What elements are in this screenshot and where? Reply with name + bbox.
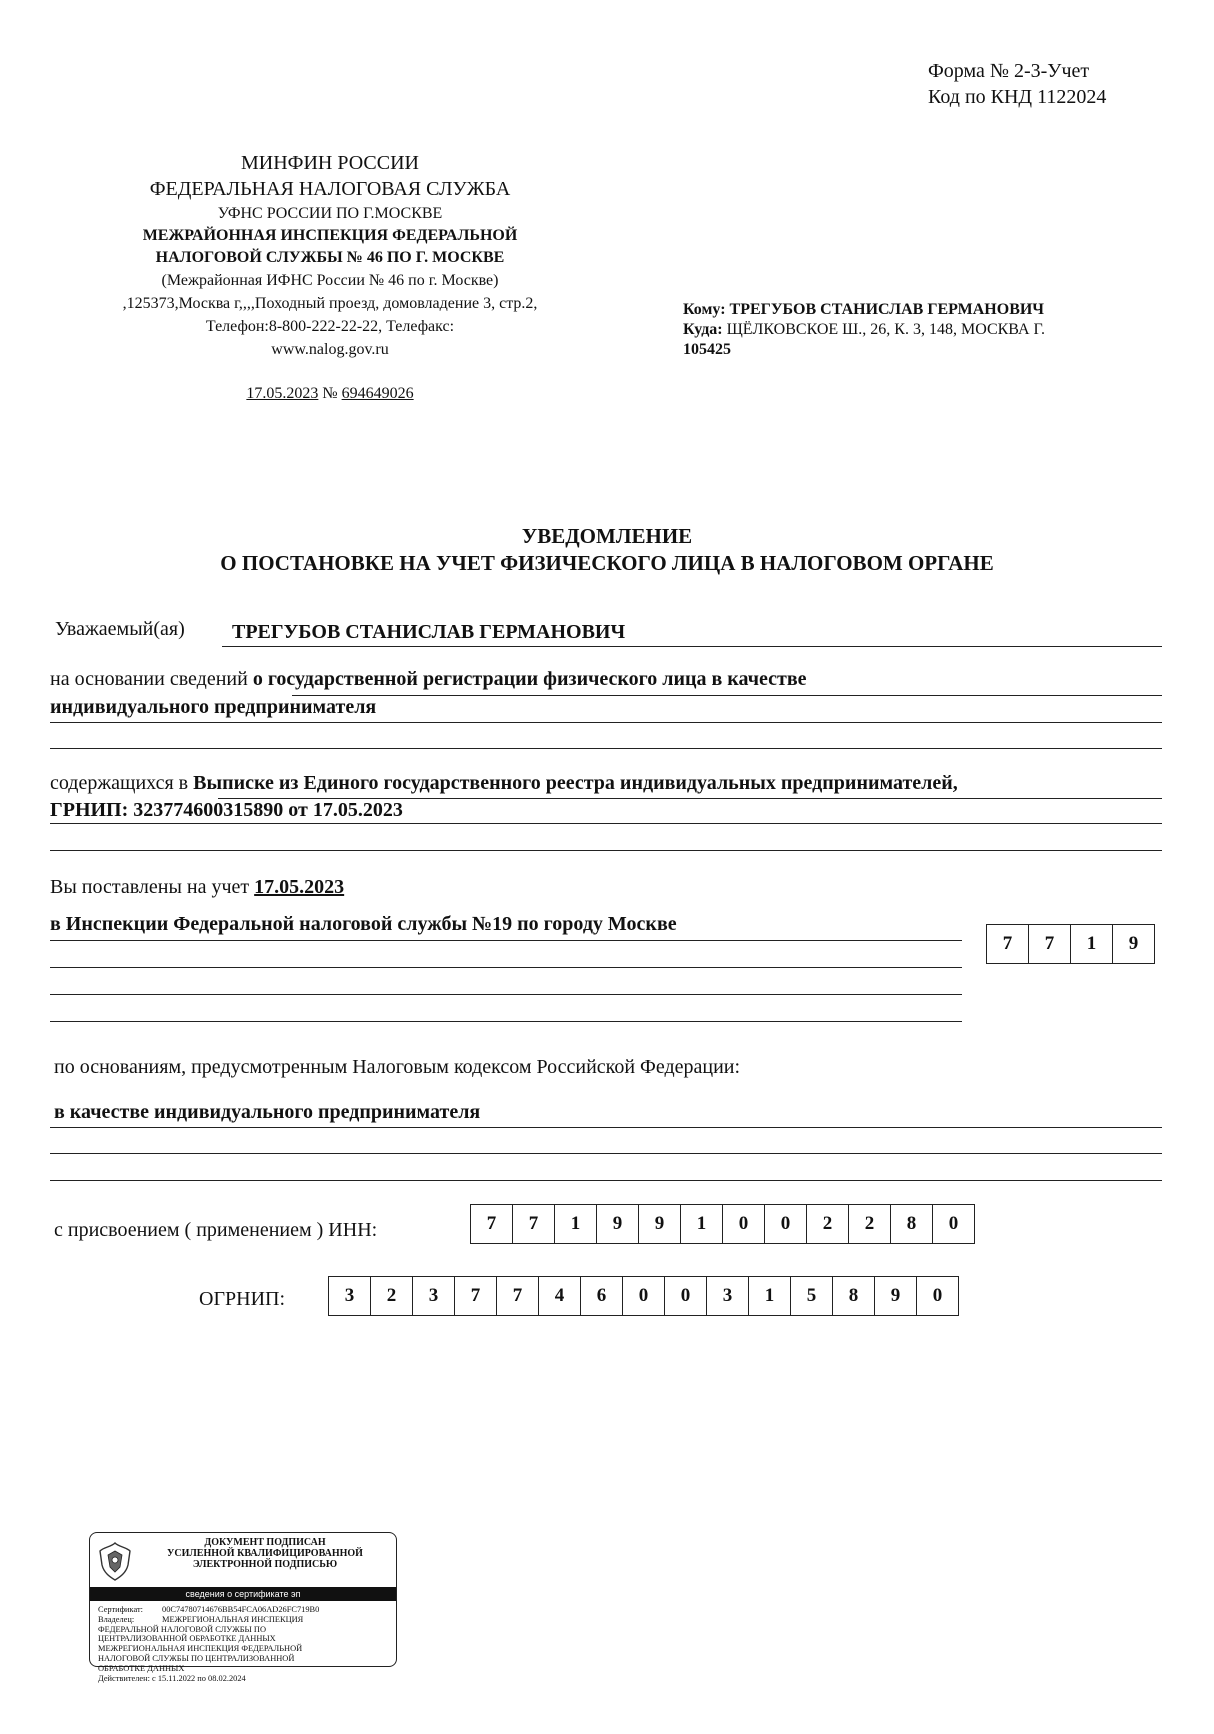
inspection-name: в Инспекции Федеральной налоговой службы №19 по городу Москве <box>50 913 677 935</box>
issuer-short-name: (Межрайонная ИФНС России № 46 по г. Москве) <box>161 272 499 289</box>
code-digit: 7 <box>987 925 1029 963</box>
grounds-value: в качестве индивидуального предпринимателя <box>54 1101 481 1123</box>
inn-digit: 9 <box>597 1205 639 1243</box>
ogrnip-digit: 7 <box>497 1277 539 1315</box>
owner-line-1: МЕЖРЕГИОНАЛЬНАЯ ИНСПЕКЦИЯ <box>162 1614 304 1624</box>
ogrnip-digit: 5 <box>791 1277 833 1315</box>
underline <box>50 1180 1162 1181</box>
inn-digit: 0 <box>948 1213 959 1234</box>
underline <box>50 1127 1162 1128</box>
owner-line-4: МЕЖРЕГИОНАЛЬНАЯ ИНСПЕКЦИЯ ФЕДЕРАЛЬНОЙ <box>98 1644 303 1654</box>
ogrnip-digit: 6 <box>581 1277 623 1315</box>
document-date: 17.05.2023 <box>246 385 319 402</box>
basis-label <box>50 668 807 691</box>
form-code <box>928 58 1106 110</box>
ogrnip-digit: 3 <box>329 1277 371 1315</box>
underline <box>50 994 962 995</box>
cert-value: 00C74780714676BB54FCA06AD26FC719B0 <box>162 1605 320 1614</box>
contained-label <box>50 772 958 795</box>
underline <box>50 748 1162 749</box>
contained-label-text: содержащихся в <box>50 772 189 794</box>
inn-digit: 1 <box>681 1205 723 1243</box>
inn-label: с присвоением ( применением ) ИНН: <box>54 1219 378 1241</box>
underline <box>50 1153 1162 1154</box>
basis-line-2: индивидуального предпринимателя <box>50 696 377 718</box>
stamp-details <box>98 1605 392 1683</box>
issuer-department: УФНС РОССИИ ПО Г.МОСКВЕ <box>217 205 443 222</box>
where-label: Куда: <box>683 321 723 338</box>
ogrnip-digit: 9 <box>875 1277 917 1315</box>
ogrnip-digit: 8 <box>833 1277 875 1315</box>
valid-value: с 15.11.2022 по 08.02.2024 <box>152 1673 246 1683</box>
ogrnip-digit: 7 <box>455 1277 497 1315</box>
underline <box>222 646 1162 647</box>
registered-label <box>50 876 344 899</box>
inn-digit: 7 <box>513 1205 555 1243</box>
issuer-inspection-2: НАЛОГОВОЙ СЛУЖБЫ № 46 ПО Г. МОСКВЕ <box>155 249 505 266</box>
issuer-website: www.nalog.gov.ru <box>271 341 389 358</box>
owner-line-6: ОБРАБОТКЕ ДАННЫХ <box>98 1663 185 1673</box>
inspection-code-cells <box>986 924 1155 964</box>
contained-line-2: ГРНИП: 323774600315890 от 17.05.2023 <box>50 799 403 821</box>
issuer-block <box>90 150 570 361</box>
owner-line-5: НАЛОГОВОЙ СЛУЖБЫ ПО ЦЕНТРАЛИЗОВАННОЙ <box>98 1653 295 1663</box>
underline <box>50 850 1162 851</box>
number-sign: № <box>322 385 338 402</box>
registered-date: 17.05.2023 <box>254 876 345 898</box>
knd-code: Код по КНД 1122024 <box>928 86 1107 108</box>
inn-digit: 9 <box>639 1205 681 1243</box>
owner-line-3: ЦЕНТРАЛИЗОВАННОЙ ОБРАБОТКЕ ДАННЫХ <box>98 1634 276 1644</box>
grounds-label: по основаниям, предусмотренным Налоговым кодексом Российской Федерации: <box>54 1056 741 1078</box>
registered-label-text: Вы поставлены на учет <box>50 876 250 898</box>
underline <box>292 695 1162 696</box>
stamp-title-2: УСИЛЕННОЙ КВАЛИФИЦИРОВАННОЙ <box>167 1548 363 1559</box>
valid-label: Действителен: <box>98 1673 150 1683</box>
issuer-ministry: МИНФИН РОССИИ <box>241 152 419 174</box>
basis-line-1: о государственной регистрации физического лица в качестве <box>252 668 807 690</box>
document-title <box>0 523 1214 577</box>
ogrnip-digit: 3 <box>707 1277 749 1315</box>
document-number: 694649026 <box>341 385 414 402</box>
ogrnip-digit: 1 <box>749 1277 791 1315</box>
underline <box>50 1021 962 1022</box>
signature-stamp <box>89 1532 397 1683</box>
inn-digit: 0 <box>723 1205 765 1243</box>
stamp-bar: сведения о сертификате эп <box>90 1587 396 1601</box>
issuer-phone: Телефон:8-800-222-22-22, Телефакс: <box>205 318 455 335</box>
underline <box>50 940 962 941</box>
stamp-title-1: ДОКУМЕНТ ПОДПИСАН <box>204 1537 326 1548</box>
code-digit: 1 <box>1071 925 1113 963</box>
owner-label: Владелец: <box>98 1614 135 1624</box>
ogrnip-digit: 0 <box>932 1285 943 1306</box>
greeting-label: Уважаемый(ая) <box>55 618 185 640</box>
form-number: Форма № 2-3-Учет <box>928 60 1090 82</box>
stamp-title <box>138 1537 392 1570</box>
emblem-icon <box>96 1539 134 1583</box>
document-date-number <box>90 385 570 403</box>
ogrnip-digit: 2 <box>371 1277 413 1315</box>
recipient-postcode: 105425 <box>683 341 731 358</box>
ogrnip-digit: 0 <box>665 1277 707 1315</box>
issuer-inspection-1: МЕЖРАЙОННАЯ ИНСПЕКЦИЯ ФЕДЕРАЛЬНОЙ <box>142 227 518 244</box>
recipient-address: ЩЁЛКОВСКОЕ Ш., 26, К. 3, 148, МОСКВА Г. <box>726 321 1045 338</box>
recipient-name: ТРЕГУБОВ СТАНИСЛАВ ГЕРМАНОВИЧ <box>729 301 1045 318</box>
inn-digit: 2 <box>849 1205 891 1243</box>
underline <box>50 722 1162 723</box>
stamp-title-3: ЭЛЕКТРОННОЙ ПОДПИСЬЮ <box>192 1559 338 1570</box>
underline <box>50 823 1162 824</box>
ogrnip-cells <box>328 1276 959 1316</box>
code-digit: 7 <box>1029 925 1071 963</box>
recipient-block <box>683 300 1123 360</box>
ogrnip-digit: 0 <box>623 1277 665 1315</box>
inn-digit: 2 <box>807 1205 849 1243</box>
title-line-2: О ПОСТАНОВКЕ НА УЧЕТ ФИЗИЧЕСКОГО ЛИЦА В НАЛОГОВОМ ОРГАНЕ <box>220 551 994 575</box>
underline <box>50 967 962 968</box>
ogrnip-digit: 3 <box>413 1277 455 1315</box>
issuer-address: ,125373,Москва г,,,,Походный проезд, домовладение 3, стр.2, <box>122 295 538 312</box>
inn-digit: 8 <box>891 1205 933 1243</box>
title-line-1: УВЕДОМЛЕНИЕ <box>521 524 693 548</box>
greeting-name: ТРЕГУБОВ СТАНИСЛАВ ГЕРМАНОВИЧ <box>232 621 626 643</box>
ogrnip-digit: 4 <box>539 1277 581 1315</box>
issuer-service: ФЕДЕРАЛЬНАЯ НАЛОГОВАЯ СЛУЖБА <box>149 178 511 200</box>
inn-digit: 1 <box>555 1205 597 1243</box>
inn-digit: 0 <box>765 1205 807 1243</box>
ogrnip-label: ОГРНИП: <box>199 1288 286 1310</box>
inn-cells <box>470 1204 975 1244</box>
inn-digit: 7 <box>471 1205 513 1243</box>
to-label: Кому: <box>683 301 726 318</box>
owner-line-2: ФЕДЕРАЛЬНОЙ НАЛОГОВОЙ СЛУЖБЫ ПО <box>98 1624 266 1634</box>
basis-label-text: на основании сведений <box>50 668 248 690</box>
cert-label: Сертификат: <box>98 1605 143 1614</box>
contained-line-1: Выписке из Единого государственного реестра индивидуальных предпринимателей, <box>193 772 958 794</box>
code-digit: 9 <box>1128 933 1139 954</box>
